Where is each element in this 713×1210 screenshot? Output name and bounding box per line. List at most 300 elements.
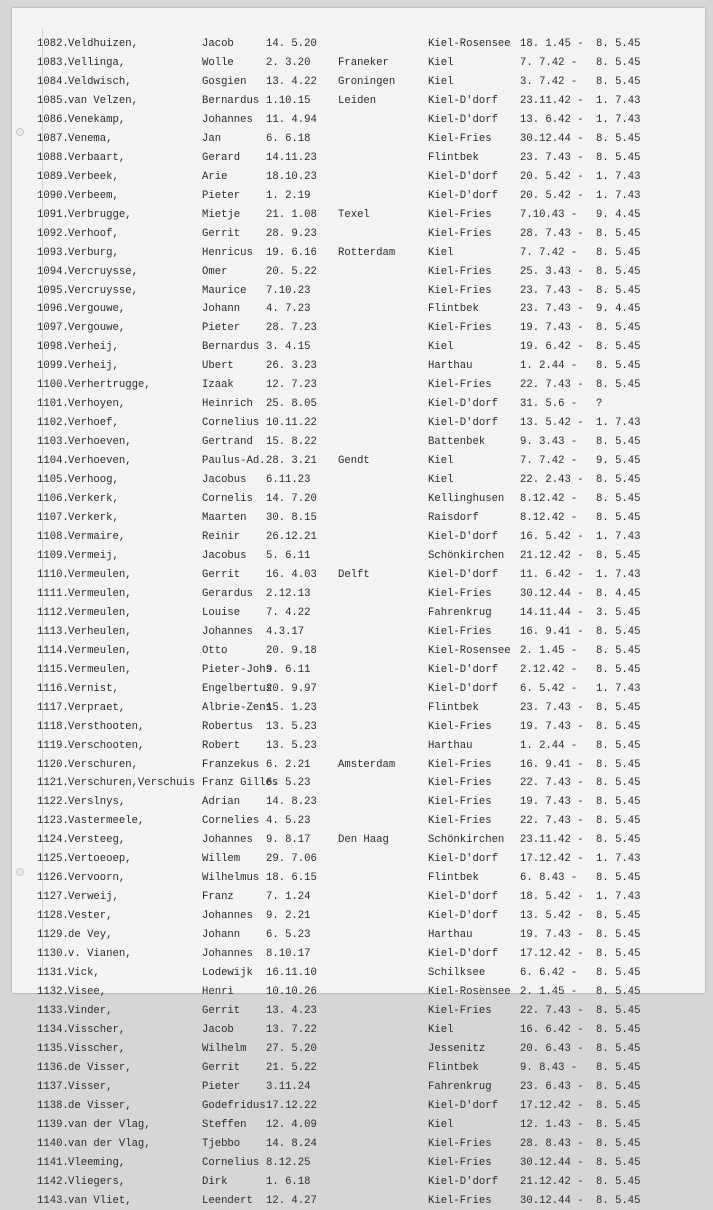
birth-date: 28. 7.23: [266, 322, 317, 335]
birth-date: 29. 7.06: [266, 853, 317, 866]
table-row: [12, 964, 705, 982]
arrival-date: 23.11.42 -: [520, 834, 584, 847]
entry-number: 1088.: [37, 151, 69, 164]
arrival-date: 20. 6.43 -: [520, 1042, 584, 1055]
surname: Verhoeven,: [68, 455, 132, 468]
birth-date: 10.11.22: [266, 417, 317, 430]
arrival-date: 9. 8.43 -: [520, 1061, 578, 1074]
arrival-date: 31. 5.6 -: [520, 398, 578, 411]
first-name: Omer: [202, 265, 228, 278]
arrival-date: 16. 6.42 -: [520, 1023, 584, 1036]
departure-date: 8. 5.45: [596, 758, 641, 771]
birth-date: 28. 3.21: [266, 455, 317, 468]
first-name: Paulus-Ad.: [202, 455, 266, 468]
camp-location: Kiel-Fries: [428, 1005, 492, 1017]
birth-date: 17.12.22: [266, 1099, 317, 1112]
first-name: Robert: [202, 739, 241, 752]
departure-date: 8. 5.45: [596, 341, 641, 354]
entry-number: 1100.: [37, 379, 69, 392]
surname: Venekamp,: [68, 113, 126, 126]
camp-location: Fahrenkrug: [428, 606, 492, 619]
surname: Vick,: [68, 967, 100, 979]
surname: v. Vianen,: [68, 948, 132, 961]
birth-date: 14. 8.23: [266, 796, 317, 809]
camp-location: Harthau: [428, 929, 473, 942]
camp-location: Kiel-Fries: [428, 625, 492, 638]
arrival-date: 3. 7.42 -: [520, 75, 578, 88]
table-row: [12, 699, 705, 717]
first-name: Godefridus: [202, 1099, 266, 1112]
entry-number: 1142.: [37, 1175, 69, 1188]
birth-date: 12. 4.27: [266, 1194, 317, 1207]
first-name: Pieter: [202, 189, 241, 202]
table-row: [12, 1002, 705, 1020]
table-row: [12, 338, 705, 356]
surname: Vermeulen,: [68, 587, 132, 600]
surname: Vergouwe,: [68, 322, 126, 335]
table-row: [12, 737, 705, 755]
surname: Veldwisch,: [68, 75, 132, 88]
departure-date: 8. 5.45: [596, 512, 641, 524]
departure-date: 1. 7.43: [596, 891, 641, 904]
surname: de Visser,: [68, 1061, 132, 1074]
entry-number: 1133.: [37, 1005, 69, 1017]
entry-number: 1122.: [37, 796, 69, 809]
first-name: Leendert: [202, 1194, 253, 1207]
table-row: [12, 831, 705, 849]
birth-date: 21. 5.22: [266, 1061, 317, 1074]
table-row: [12, 490, 705, 508]
table-row: [12, 395, 705, 413]
table-row: [12, 130, 705, 148]
surname: Verbaart,: [68, 151, 126, 164]
surname: van Vliet,: [68, 1194, 132, 1207]
first-name: Henri: [202, 986, 234, 998]
surname: Verkerk,: [68, 493, 119, 505]
departure-date: 8. 5.45: [596, 796, 641, 809]
entry-number: 1130.: [37, 948, 69, 961]
entry-number: 1124.: [37, 834, 69, 847]
arrival-date: 19. 7.43 -: [520, 929, 584, 942]
table-row: [12, 471, 705, 489]
first-name: Johannes: [202, 910, 253, 923]
birth-date: 20. 5.22: [266, 265, 317, 278]
departure-date: 8. 5.45: [596, 815, 641, 828]
first-name: Cornelies: [202, 815, 260, 828]
arrival-date: 17.12.42 -: [520, 948, 584, 961]
birth-date: 13. 7.22: [266, 1023, 317, 1036]
entry-number: 1092.: [37, 227, 69, 240]
arrival-date: 6. 8.43 -: [520, 872, 578, 885]
birth-place: Rotterdam: [338, 246, 396, 259]
entry-number: 1119.: [37, 739, 69, 752]
table-row: [12, 585, 705, 603]
departure-date: 8. 5.45: [596, 1005, 641, 1017]
birth-place: Delft: [338, 568, 370, 581]
arrival-date: 6. 6.42 -: [520, 967, 578, 979]
birth-place: Den Haag: [338, 834, 389, 847]
birth-date: 14. 8.24: [266, 1137, 317, 1150]
arrival-date: 22. 7.43 -: [520, 379, 584, 392]
surname: Vastermeele,: [68, 815, 145, 828]
camp-location: Schönkirchen: [428, 834, 505, 847]
table-row: [12, 604, 705, 622]
surname: Vliegers,: [68, 1175, 126, 1188]
first-name: Johann: [202, 303, 241, 316]
entry-number: 1090.: [37, 189, 69, 202]
surname: Verschuren,: [68, 758, 138, 771]
first-name: Gosgien: [202, 75, 247, 88]
first-name: Izaak: [202, 379, 234, 392]
table-row: [12, 888, 705, 906]
departure-date: 1. 7.43: [596, 94, 641, 107]
surname: Vergouwe,: [68, 303, 126, 316]
entry-number: 1137.: [37, 1080, 69, 1093]
first-name: Gerrit: [202, 568, 241, 581]
entry-number: 1102.: [37, 417, 69, 430]
birth-date: 7. 4.22: [266, 606, 311, 619]
birth-place: Texel: [338, 208, 370, 221]
camp-location: Kiel-Fries: [428, 284, 492, 297]
camp-location: Flintbek: [428, 303, 479, 316]
table-row: [12, 1173, 705, 1191]
camp-location: Kiel-Fries: [428, 379, 492, 392]
camp-location: Kiel-Fries: [428, 758, 492, 771]
first-name: Franz: [202, 891, 234, 904]
departure-date: 8. 5.45: [596, 1175, 641, 1188]
departure-date: 8. 5.45: [596, 777, 641, 790]
first-name: Gerardus: [202, 587, 253, 600]
entry-number: 1089.: [37, 170, 69, 183]
entry-number: 1128.: [37, 910, 69, 923]
surname: Visser,: [68, 1080, 113, 1093]
arrival-date: 30.12.44 -: [520, 1194, 584, 1207]
camp-location: Kiel-Fries: [428, 796, 492, 809]
arrival-date: 25. 3.43 -: [520, 265, 584, 278]
camp-location: Harthau: [428, 360, 473, 373]
table-row: [12, 111, 705, 129]
document-page: [12, 8, 705, 1207]
arrival-date: 8.12.42 -: [520, 493, 578, 505]
arrival-date: 6. 5.42 -: [520, 682, 578, 695]
departure-date: 8. 5.45: [596, 284, 641, 297]
birth-date: 3. 4.15: [266, 341, 311, 354]
entry-number: 1139.: [37, 1118, 69, 1131]
entry-number: 1114.: [37, 644, 69, 657]
surname: Verpraet,: [68, 701, 126, 714]
departure-date: 1. 7.43: [596, 113, 641, 126]
surname: van der Vlag,: [68, 1118, 151, 1131]
table-row: [12, 661, 705, 679]
table-row: [12, 756, 705, 774]
surname: Vinder,: [68, 1005, 113, 1017]
departure-date: 9. 4.45: [596, 208, 641, 221]
entry-number: 1106.: [37, 493, 69, 505]
birth-date: 26.12.21: [266, 531, 317, 543]
birth-date: 16. 4.03: [266, 568, 317, 581]
table-row: [12, 983, 705, 1001]
birth-date: 13. 4.22: [266, 75, 317, 88]
surname: Vervoorn,: [68, 872, 126, 885]
birth-date: 7.10.23: [266, 284, 311, 297]
surname: Verhoog,: [68, 474, 119, 487]
birth-place: Leiden: [338, 94, 377, 107]
departure-date: 8. 5.45: [596, 132, 641, 145]
entry-number: 1094.: [37, 265, 69, 278]
birth-date: 9. 6.11: [266, 663, 311, 676]
camp-location: Kiel-D'dorf: [428, 1099, 498, 1112]
birth-date: 9. 2.21: [266, 910, 311, 923]
table-row: [12, 206, 705, 224]
first-name: Dirk: [202, 1175, 228, 1188]
entry-number: 1121.: [37, 777, 69, 790]
departure-date: 8. 5.45: [596, 246, 641, 259]
camp-location: Kiel-D'dorf: [428, 853, 498, 866]
first-name: Jacobus: [202, 474, 247, 487]
entry-number: 1123.: [37, 815, 69, 828]
first-name: Wolle: [202, 57, 234, 69]
table-row: [12, 623, 705, 641]
arrival-date: 23. 7.43 -: [520, 701, 584, 714]
birth-date: 12. 7.23: [266, 379, 317, 392]
arrival-date: 16. 9.41 -: [520, 625, 584, 638]
departure-date: 8. 5.45: [596, 1194, 641, 1207]
camp-location: Fahrenkrug: [428, 1080, 492, 1093]
camp-location: Schilksee: [428, 967, 486, 979]
departure-date: 8. 5.45: [596, 967, 641, 979]
birth-date: 3.11.24: [266, 1080, 311, 1093]
arrival-date: 23. 6.43 -: [520, 1080, 584, 1093]
birth-place: Groningen: [338, 75, 396, 88]
departure-date: 8. 5.45: [596, 1118, 641, 1131]
first-name: Gerard: [202, 151, 241, 164]
entry-number: 1101.: [37, 398, 69, 411]
arrival-date: 1. 2.44 -: [520, 360, 578, 373]
table-row: [12, 244, 705, 262]
table-row: [12, 319, 705, 337]
entry-number: 1098.: [37, 341, 69, 354]
surname: Verburg,: [68, 246, 119, 259]
departure-date: 8. 5.45: [596, 625, 641, 638]
first-name: Gerrit: [202, 227, 241, 240]
table-row: [12, 1135, 705, 1153]
table-row: [12, 168, 705, 186]
table-row: [12, 812, 705, 830]
arrival-date: 21.12.42 -: [520, 549, 584, 562]
entry-number: 1125.: [37, 853, 69, 866]
surname: Verhoyen,: [68, 398, 126, 411]
entry-number: 1108.: [37, 531, 69, 543]
surname: Verweij,: [68, 891, 119, 904]
arrival-date: 13. 6.42 -: [520, 113, 584, 126]
surname: Vermeulen,: [68, 663, 132, 676]
entry-number: 1116.: [37, 682, 69, 695]
camp-location: Kiel-D'dorf: [428, 1175, 498, 1188]
first-name: Pieter: [202, 1080, 241, 1093]
arrival-date: 16. 5.42 -: [520, 531, 584, 543]
table-row: [12, 774, 705, 792]
table-row: [12, 926, 705, 944]
departure-date: 8. 5.45: [596, 986, 641, 998]
departure-date: 8. 5.45: [596, 322, 641, 335]
table-row: [12, 187, 705, 205]
table-row: [12, 357, 705, 375]
first-name: Jacob: [202, 38, 234, 50]
entry-number: 1110.: [37, 568, 69, 581]
birth-date: 6. 2.21: [266, 758, 311, 771]
surname: Veldhuizen,: [68, 38, 138, 50]
first-name: Lodewijk: [202, 967, 253, 979]
arrival-date: 19. 6.42 -: [520, 341, 584, 354]
entry-number: 1093.: [37, 246, 69, 259]
surname: Verhoeven,: [68, 436, 132, 449]
camp-location: Kiel-D'dorf: [428, 417, 498, 430]
camp-location: Kiel-Fries: [428, 322, 492, 335]
birth-date: 6. 5.23: [266, 777, 311, 790]
birth-date: 6. 5.23: [266, 929, 311, 942]
departure-date: 8. 5.45: [596, 360, 641, 373]
camp-location: Flintbek: [428, 151, 479, 164]
departure-date: 3. 5.45: [596, 606, 641, 619]
arrival-date: 22. 2.43 -: [520, 474, 584, 487]
arrival-date: 22. 7.43 -: [520, 777, 584, 790]
birth-date: 15. 8.22: [266, 436, 317, 449]
surname: Verslnys,: [68, 796, 126, 809]
surname: Vertoeoep,: [68, 853, 132, 866]
arrival-date: 2.12.42 -: [520, 663, 578, 676]
camp-location: Kiel-Fries: [428, 1194, 492, 1207]
first-name: Gerrit: [202, 1005, 241, 1017]
camp-location: Kiel-Fries: [428, 720, 492, 733]
first-name: Johannes: [202, 948, 253, 961]
camp-location: Kellinghusen: [428, 493, 505, 505]
departure-date: 9. 4.45: [596, 303, 641, 316]
camp-location: Kiel: [428, 455, 454, 468]
arrival-date: 19. 7.43 -: [520, 720, 584, 733]
departure-date: 8. 5.45: [596, 1099, 641, 1112]
birth-date: 6. 6.18: [266, 132, 311, 145]
first-name: Tjebbo: [202, 1137, 241, 1150]
birth-date: 1. 6.18: [266, 1175, 311, 1188]
first-name: Johannes: [202, 113, 253, 126]
first-name: Johannes: [202, 625, 253, 638]
entry-number: 1109.: [37, 549, 69, 562]
entry-number: 1132.: [37, 986, 69, 998]
departure-date: 8. 5.45: [596, 1061, 641, 1074]
table-row: [12, 376, 705, 394]
surname: Visscher,: [68, 1023, 126, 1036]
camp-location: Kiel-Fries: [428, 1156, 492, 1169]
departure-date: 1. 7.43: [596, 170, 641, 183]
table-row: [12, 92, 705, 110]
table-row: [12, 1116, 705, 1134]
camp-location: Kiel-D'dorf: [428, 398, 498, 411]
entry-number: 1129.: [37, 929, 69, 942]
table-row: [12, 54, 705, 72]
table-row: [12, 433, 705, 451]
camp-location: Kiel-Fries: [428, 815, 492, 828]
arrival-date: 23. 7.43 -: [520, 284, 584, 297]
first-name: Arie: [202, 170, 228, 183]
camp-location: Raisdorf: [428, 512, 479, 524]
birth-date: 14. 5.20: [266, 38, 317, 50]
departure-date: 1. 7.43: [596, 417, 641, 430]
entry-number: 1111.: [37, 587, 69, 600]
camp-location: Kiel-Fries: [428, 227, 492, 240]
birth-date: 10.10.26: [266, 986, 317, 998]
birth-date: 2. 3.20: [266, 57, 311, 69]
surname: Verkerk,: [68, 512, 119, 524]
entry-number: 1084.: [37, 75, 69, 88]
surname: Vernist,: [68, 682, 119, 695]
first-name: Cornelius: [202, 1156, 260, 1169]
table-row: [12, 547, 705, 565]
birth-date: 21. 1.08: [266, 208, 317, 221]
arrival-date: 21.12.42 -: [520, 1175, 584, 1188]
arrival-date: 7. 7.42 -: [520, 455, 578, 468]
camp-location: Kiel-D'dorf: [428, 682, 498, 695]
entry-number: 1086.: [37, 113, 69, 126]
birth-date: 20. 9.97: [266, 682, 317, 695]
entry-number: 1099.: [37, 360, 69, 373]
arrival-date: 2. 1.45 -: [520, 986, 578, 998]
first-name: Gertrand: [202, 436, 253, 449]
table-row: [12, 414, 705, 432]
birth-date: 27. 5.20: [266, 1042, 317, 1055]
entry-number: 1135.: [37, 1042, 69, 1055]
entry-number: 1138.: [37, 1099, 69, 1112]
departure-date: 8. 5.45: [596, 38, 641, 50]
camp-location: Kiel: [428, 474, 454, 487]
surname: Vercruysse,: [68, 265, 138, 278]
birth-date: 18. 6.15: [266, 872, 317, 885]
camp-location: Kiel-D'dorf: [428, 891, 498, 904]
departure-date: 1. 7.43: [596, 531, 641, 543]
table-row: [12, 1059, 705, 1077]
camp-location: Kiel-D'dorf: [428, 910, 498, 923]
camp-location: Kiel-Fries: [428, 208, 492, 221]
first-name: Pieter-Johs: [202, 663, 272, 676]
first-name: Maurice: [202, 284, 247, 297]
arrival-date: 23.11.42 -: [520, 94, 584, 107]
camp-location: Kiel-D'dorf: [428, 189, 498, 202]
camp-location: Kiel-Fries: [428, 777, 492, 790]
surname: Verschooten,: [68, 739, 145, 752]
camp-location: Kiel-D'dorf: [428, 568, 498, 581]
departure-date: 8. 5.45: [596, 739, 641, 752]
camp-location: Kiel-D'dorf: [428, 94, 498, 107]
departure-date: 8. 5.45: [596, 379, 641, 392]
departure-date: 8. 5.45: [596, 948, 641, 961]
entry-number: 1095.: [37, 284, 69, 297]
birth-date: 25. 8.05: [266, 398, 317, 411]
first-name: Gerrit: [202, 1061, 241, 1074]
arrival-date: 18. 5.42 -: [520, 891, 584, 904]
departure-date: 1. 7.43: [596, 682, 641, 695]
camp-location: Kiel-Fries: [428, 1137, 492, 1150]
camp-location: Kiel-Rosensee: [428, 38, 511, 50]
entry-number: 1136.: [37, 1061, 69, 1074]
departure-date: 8. 5.45: [596, 151, 641, 164]
surname: Verhoef,: [68, 417, 119, 430]
surname: Vermeulen,: [68, 606, 132, 619]
birth-place: Gendt: [338, 455, 370, 468]
birth-date: 2.12.13: [266, 587, 311, 600]
entry-number: 1107.: [37, 512, 69, 524]
first-name: Otto: [202, 644, 228, 657]
departure-date: 8. 5.45: [596, 644, 641, 657]
camp-location: Kiel-Fries: [428, 132, 492, 145]
